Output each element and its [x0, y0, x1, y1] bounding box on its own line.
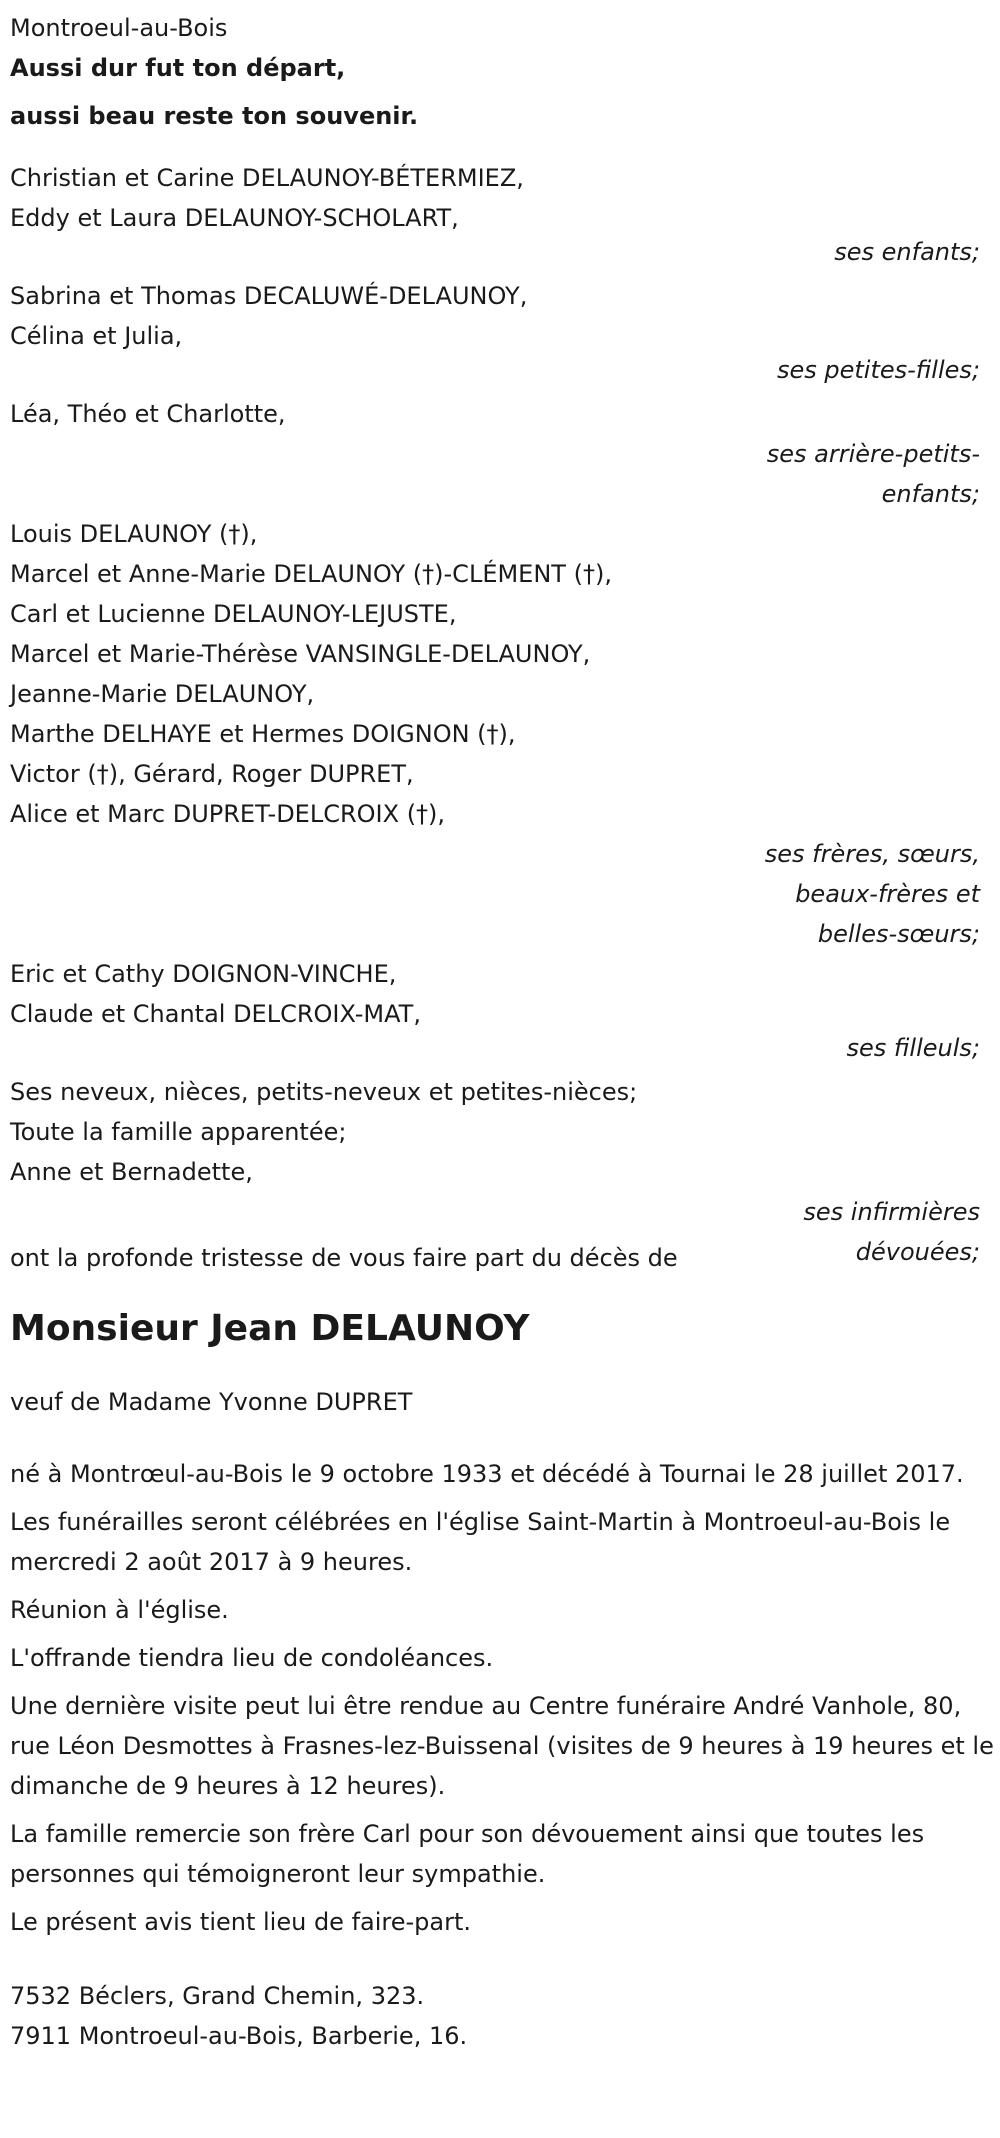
family-group-godchildren: [10, 954, 990, 1068]
role-label-line: ses frères, sœurs,: [764, 840, 980, 868]
reunion-paragraph: Réunion à l'église.: [10, 1596, 229, 1624]
family-name: Alice et Marc DUPRET-DELCROIX (†),: [10, 800, 446, 828]
birth-death-paragraph: né à Montrœul-au-Bois le 9 octobre 1933 et décédé à Tournai le 28 juillet 2017.: [10, 1460, 964, 1488]
role-label-line: ses arrière-petits-: [766, 440, 980, 468]
family-name: Eddy et Laura DELAUNOY-SCHOLART,: [10, 204, 459, 232]
announcement-text: ont la profonde tristesse de vous faire part du décès de: [10, 1244, 678, 1272]
address-line: 7532 Béclers, Grand Chemin, 323.: [10, 1982, 425, 2010]
role-label: [740, 834, 980, 954]
deceased-name: Monsieur Jean DELAUNOY: [10, 1308, 530, 1349]
family-name: Sabrina et Thomas DECALUWÉ-DELAUNOY,: [10, 282, 528, 310]
family-name: Victor (†), Gérard, Roger DUPRET,: [10, 760, 414, 788]
family-name: Carl et Lucienne DELAUNOY-LEJUSTE,: [10, 600, 457, 628]
family-name: Léa, Théo et Charlotte,: [10, 400, 286, 428]
town-name: Montroeul-au-Bois: [10, 14, 228, 42]
family-group-children: [10, 158, 990, 272]
family-name: Marthe DELHAYE et Hermes DOIGNON (†),: [10, 720, 516, 748]
thanks-paragraph: La famille remercie son frère Carl pour son dévouement ainsi que toutes les personnes qui témoigneront leur sympathie.: [10, 1820, 925, 1888]
family-name: Louis DELAUNOY (†),: [10, 520, 258, 548]
role-label-line: beaux-frères et: [795, 880, 980, 908]
role-label-line: ses infirmières: [803, 1198, 980, 1226]
widower-of: veuf de Madame Yvonne DUPRET: [10, 1388, 413, 1416]
family-name: Anne et Bernadette,: [10, 1158, 253, 1186]
role-label: ses filleuls;: [846, 1034, 980, 1062]
family-name: Célina et Julia,: [10, 322, 183, 350]
role-label: [740, 1192, 980, 1272]
role-label-line: enfants;: [881, 480, 980, 508]
offering-paragraph: L'offrande tiendra lieu de condoléances.: [10, 1644, 494, 1672]
family-group-extended: [10, 1072, 990, 1272]
family-name: Eric et Cathy DOIGNON-VINCHE,: [10, 960, 397, 988]
family-group-siblings: [10, 514, 990, 954]
family-name: Christian et Carine DELAUNOY-BÉTERMIEZ,: [10, 164, 524, 192]
family-name: Claude et Chantal DELCROIX-MAT,: [10, 1000, 421, 1028]
role-label-line: dévouées;: [855, 1238, 980, 1266]
role-label: [740, 434, 980, 514]
quote-line-2: aussi beau reste ton souvenir.: [10, 102, 419, 130]
visit-paragraph: Une dernière visite peut lui être rendue au Centre funéraire André Vanhole, 80, rue Léon Desmottes à Frasnes-lez-Buissenal (visites de 9 heures à 19 heures et le dimanche de 9 heures à 12 heures).: [10, 1692, 994, 1800]
family-group-great-grandchildren: [10, 394, 990, 514]
family-name: Marcel et Marie-Thérèse VANSINGLE-DELAUNOY,: [10, 640, 591, 668]
notice-paragraph: Le présent avis tient lieu de faire-part.: [10, 1908, 472, 1936]
funeral-paragraph: Les funérailles seront célébrées en l'église Saint-Martin à Montroeul-au-Bois le mercredi 2 août 2017 à 9 heures.: [10, 1508, 951, 1576]
family-name: Toute la famille apparentée;: [10, 1118, 347, 1146]
role-label-line: belles-sœurs;: [817, 920, 980, 948]
role-label: ses enfants;: [834, 238, 980, 266]
address-line: 7911 Montroeul-au-Bois, Barberie, 16.: [10, 2022, 468, 2050]
family-group-granddaughters: [10, 276, 990, 390]
family-name: Jeanne-Marie DELAUNOY,: [10, 680, 315, 708]
family-name: Ses neveux, nièces, petits-neveux et petites-nièces;: [10, 1078, 638, 1106]
family-name: Marcel et Anne-Marie DELAUNOY (†)-CLÉMENT (†),: [10, 560, 612, 588]
role-label: ses petites-filles;: [776, 356, 980, 384]
quote-line-1: Aussi dur fut ton départ,: [10, 54, 346, 82]
